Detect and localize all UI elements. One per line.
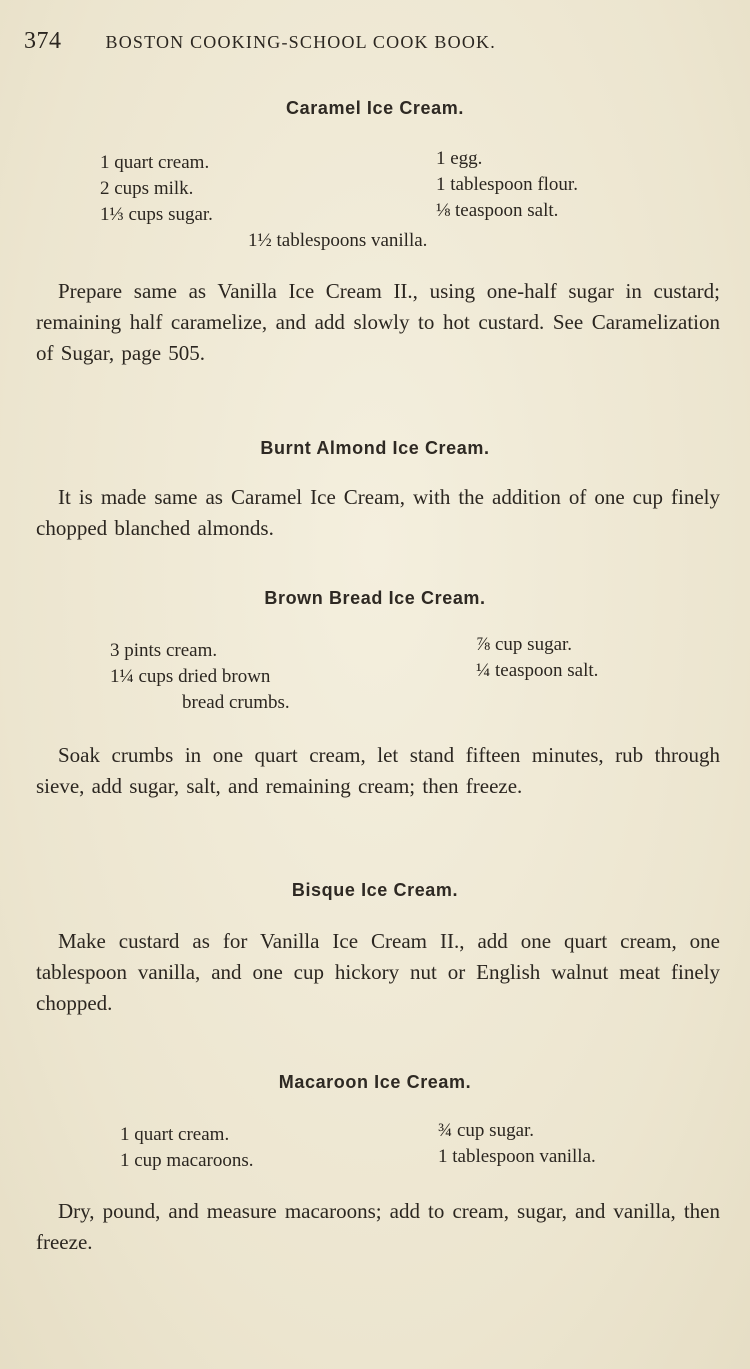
ingredient: 1 egg. <box>436 148 483 169</box>
ingredient: ¼ teaspoon salt. <box>476 660 599 681</box>
page-number: 374 <box>24 28 62 54</box>
recipe-title-macaroon: Macaroon Ice Cream. <box>278 1072 472 1092</box>
directions-bisque <box>36 926 720 1019</box>
ingredient: 1⅓ cups sugar. <box>100 204 213 225</box>
ingredient: 3 pints cream. <box>110 640 218 661</box>
directions-brown-bread <box>36 740 720 802</box>
ingredient: 1¼ cups dried brown <box>110 666 271 687</box>
directions-text: Soak crumbs in one quart cream, let stand fifteen minutes, rub through sieve, add sugar, salt, and remaining cream; then freeze. <box>36 743 720 798</box>
directions-text: Prepare same as Vanilla Ice Cream II., using one-half sugar in custard; remaining half caramelize, and add slowly to hot custard. See Caramelization of Sugar, page 505. <box>36 279 720 365</box>
ingredient: ⅛ teaspoon salt. <box>436 200 559 221</box>
ingredient: 1 tablespoon vanilla. <box>438 1146 596 1167</box>
directions-text: Dry, pound, and measure macaroons; add to cream, sugar, and vanilla, then freeze. <box>36 1199 720 1254</box>
recipe-title-caramel: Caramel Ice Cream. <box>286 98 464 118</box>
ingredient: ⅞ cup sugar. <box>476 634 573 655</box>
page-header <box>24 28 620 55</box>
directions-text: Make custard as for Vanilla Ice Cream II., add one quart cream, one tablespoon vanilla, and one cup hickory nut or English walnut meat finely chopped. <box>36 929 720 1015</box>
recipe-title-brown-bread: Brown Bread Ice Cream. <box>264 588 486 608</box>
directions-burnt-almond <box>36 482 720 544</box>
running-title: BOSTON COOKING-SCHOOL COOK BOOK. <box>105 32 496 52</box>
ingredients-left-caramel <box>100 150 213 228</box>
ingredient: 1 tablespoon flour. <box>436 174 578 195</box>
ingredients-right-macaroon <box>438 1118 596 1170</box>
ingredients-left-brown-bread <box>110 638 290 716</box>
recipe-title-burnt-almond: Burnt Almond Ice Cream. <box>260 438 490 458</box>
ingredient: 1½ tablespoons vanilla. <box>248 230 428 251</box>
ingredient: 2 cups milk. <box>100 178 194 199</box>
directions-caramel <box>36 276 720 369</box>
ingredients-right-brown-bread <box>476 632 598 684</box>
ingredient: bread crumbs. <box>182 692 290 713</box>
ingredients-left-macaroon <box>120 1122 253 1174</box>
ingredient: 1 quart cream. <box>100 152 210 173</box>
ingredients-right-caramel <box>436 146 578 224</box>
directions-macaroon <box>36 1196 720 1258</box>
directions-text: It is made same as Caramel Ice Cream, with the addition of one cup finely chopped blanched almonds. <box>36 485 720 540</box>
ingredient: ¾ cup sugar. <box>438 1120 535 1141</box>
ingredient-center-caramel <box>248 228 427 254</box>
ingredient: 1 cup macaroons. <box>120 1150 254 1171</box>
recipe-title-bisque: Bisque Ice Cream. <box>291 880 459 900</box>
ingredient: 1 quart cream. <box>120 1124 230 1145</box>
